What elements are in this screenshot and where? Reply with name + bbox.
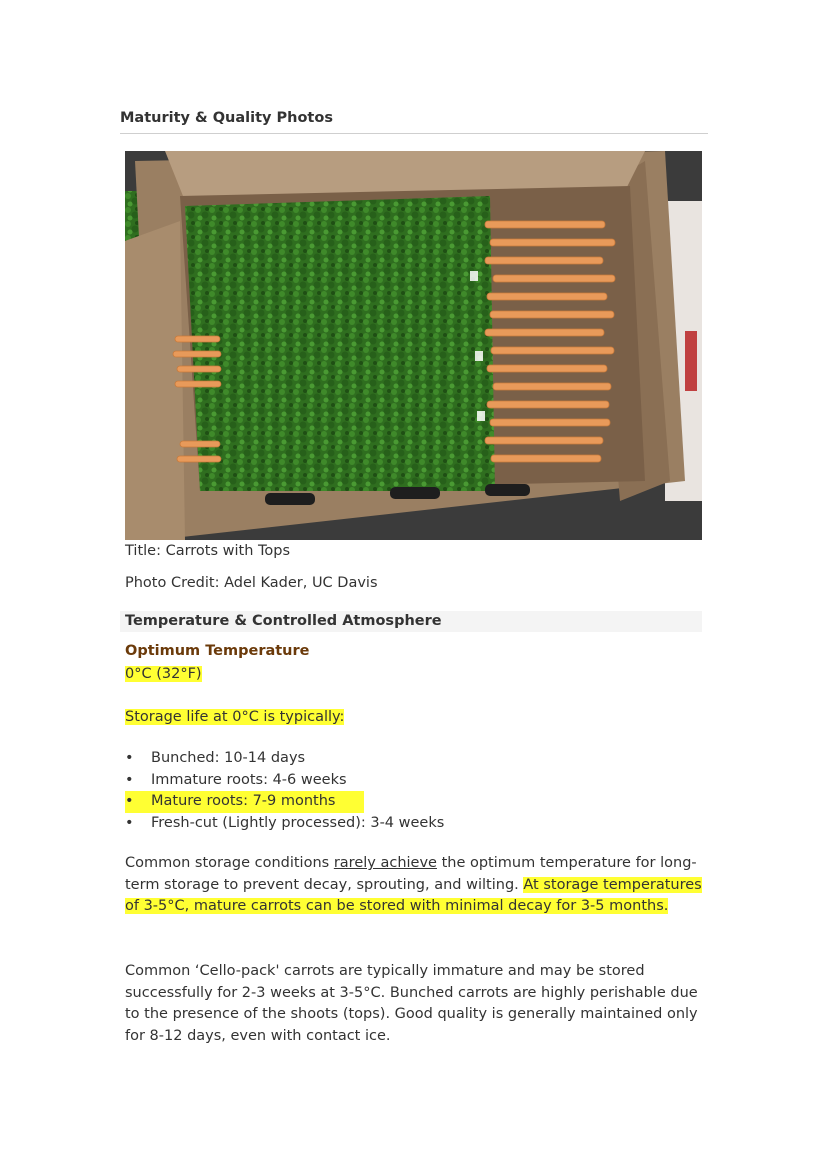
temperature-heading: Temperature & Controlled Atmosphere bbox=[125, 613, 442, 629]
bullet-icon: • bbox=[125, 793, 134, 809]
storage-life-list bbox=[125, 748, 705, 834]
storage-intro-text: Storage life at 0°C is typically: bbox=[125, 709, 345, 725]
list-item bbox=[125, 813, 705, 835]
list-item-text: Immature roots: 4-6 weeks bbox=[151, 771, 347, 788]
photo-title: Title: Carrots with Tops bbox=[125, 543, 291, 559]
list-item bbox=[125, 770, 705, 792]
list-item-text: Fresh-cut (Lightly processed): 3-4 weeks bbox=[151, 814, 445, 831]
cello-pack-paragraph: Common ‘Cello-pack' carrots are typically immature and may be stored successfully for 2-3 weeks at 3-5°C. Bunched carrots are highly perishable due to the presence of the shoots (tops). Good quality is generally maintained only for 8-12 days, even with contact ice. bbox=[125, 963, 698, 1044]
storage-intro bbox=[125, 707, 344, 728]
list-item-text: Mature roots: 7-9 months bbox=[151, 793, 336, 809]
underlined-text: rarely achieve bbox=[333, 855, 437, 871]
carrots-photo bbox=[125, 151, 702, 540]
storage-conditions-paragraph bbox=[125, 853, 705, 918]
section-title: Maturity & Quality Photos bbox=[120, 110, 708, 134]
optimum-temperature-value bbox=[125, 664, 202, 685]
bullet-icon: • bbox=[125, 771, 134, 788]
highlighted-text: At storage temperatures of 3-5°C, mature carrots can be stored with minimal decay for 3-5 months. bbox=[125, 876, 702, 915]
optimum-temperature-label: Optimum Temperature bbox=[125, 643, 310, 659]
list-item bbox=[125, 791, 364, 813]
list-item bbox=[125, 748, 705, 770]
paragraph-text: the optimum temperature for long-term storage to prevent decay, sprouting, and wilting. bbox=[125, 855, 697, 893]
paragraph-text: Common storage conditions bbox=[125, 855, 334, 871]
bullet-icon: • bbox=[125, 814, 134, 831]
temperature-section-header bbox=[120, 611, 702, 632]
list-item-text: Bunched: 10-14 days bbox=[151, 750, 306, 766]
bullet-icon: • bbox=[125, 750, 134, 766]
optimum-temperature-text: 0°C (32°F) bbox=[125, 666, 202, 682]
photo-credit: Photo Credit: Adel Kader, UC Davis bbox=[125, 575, 378, 591]
